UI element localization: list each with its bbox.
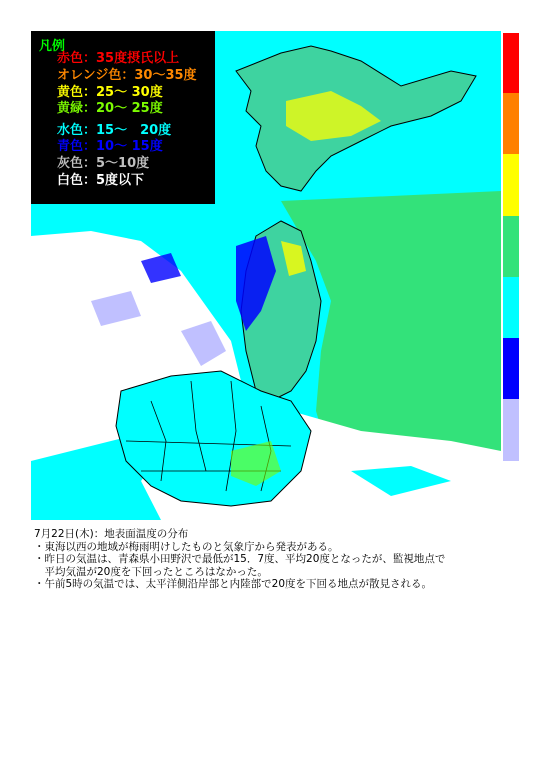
legend xyxy=(31,31,215,204)
color-bar-red xyxy=(503,33,519,93)
legend-entry-orange: オレンジ色：30～35度 xyxy=(57,68,197,83)
color-bar-light-blue xyxy=(503,277,519,338)
legend-entry-yellow-green: 黄緑：20～ 25度 xyxy=(57,101,163,116)
legend-entry-blue: 青色：10～ 15度 xyxy=(57,139,163,154)
color-bar-blue xyxy=(503,338,519,399)
color-bar-yellow xyxy=(503,154,519,216)
legend-entry-light-blue: 水色：15～ 20度 xyxy=(57,123,172,138)
caption-line: ・東海以西の地域が梅雨明けしたものと気象庁から発表がある。 xyxy=(34,540,339,553)
color-bar-orange xyxy=(503,93,519,154)
legend-entry-yellow: 黄色：25～ 30度 xyxy=(57,85,163,100)
legend-entry-gray: 灰色：5～10度 xyxy=(57,156,150,171)
caption-line: ・昨日の気温は、青森県小田野沢で最低が15．7度、平均20度となったが、監視地点で xyxy=(34,553,446,565)
color-bar-gray xyxy=(503,399,519,461)
caption-line: ・午前5時の気温では、太平洋側沿岸部と内陸部で20度を下回る地点が散見される。 xyxy=(34,578,433,590)
caption xyxy=(34,528,534,591)
color-bar-yellow-green xyxy=(503,216,519,277)
legend-entry-red: 赤色：35度摂氏以上 xyxy=(57,51,180,66)
color-scale-bar xyxy=(503,33,519,461)
caption-date-title: 7月22日(木)：地表面温度の分布 xyxy=(34,528,189,540)
caption-line: 平均気温が20度を下回ったところはなかった。 xyxy=(34,565,268,578)
legend-title: 凡例 xyxy=(39,39,66,54)
legend-entry-white: 白色：5度以下 xyxy=(57,173,145,188)
